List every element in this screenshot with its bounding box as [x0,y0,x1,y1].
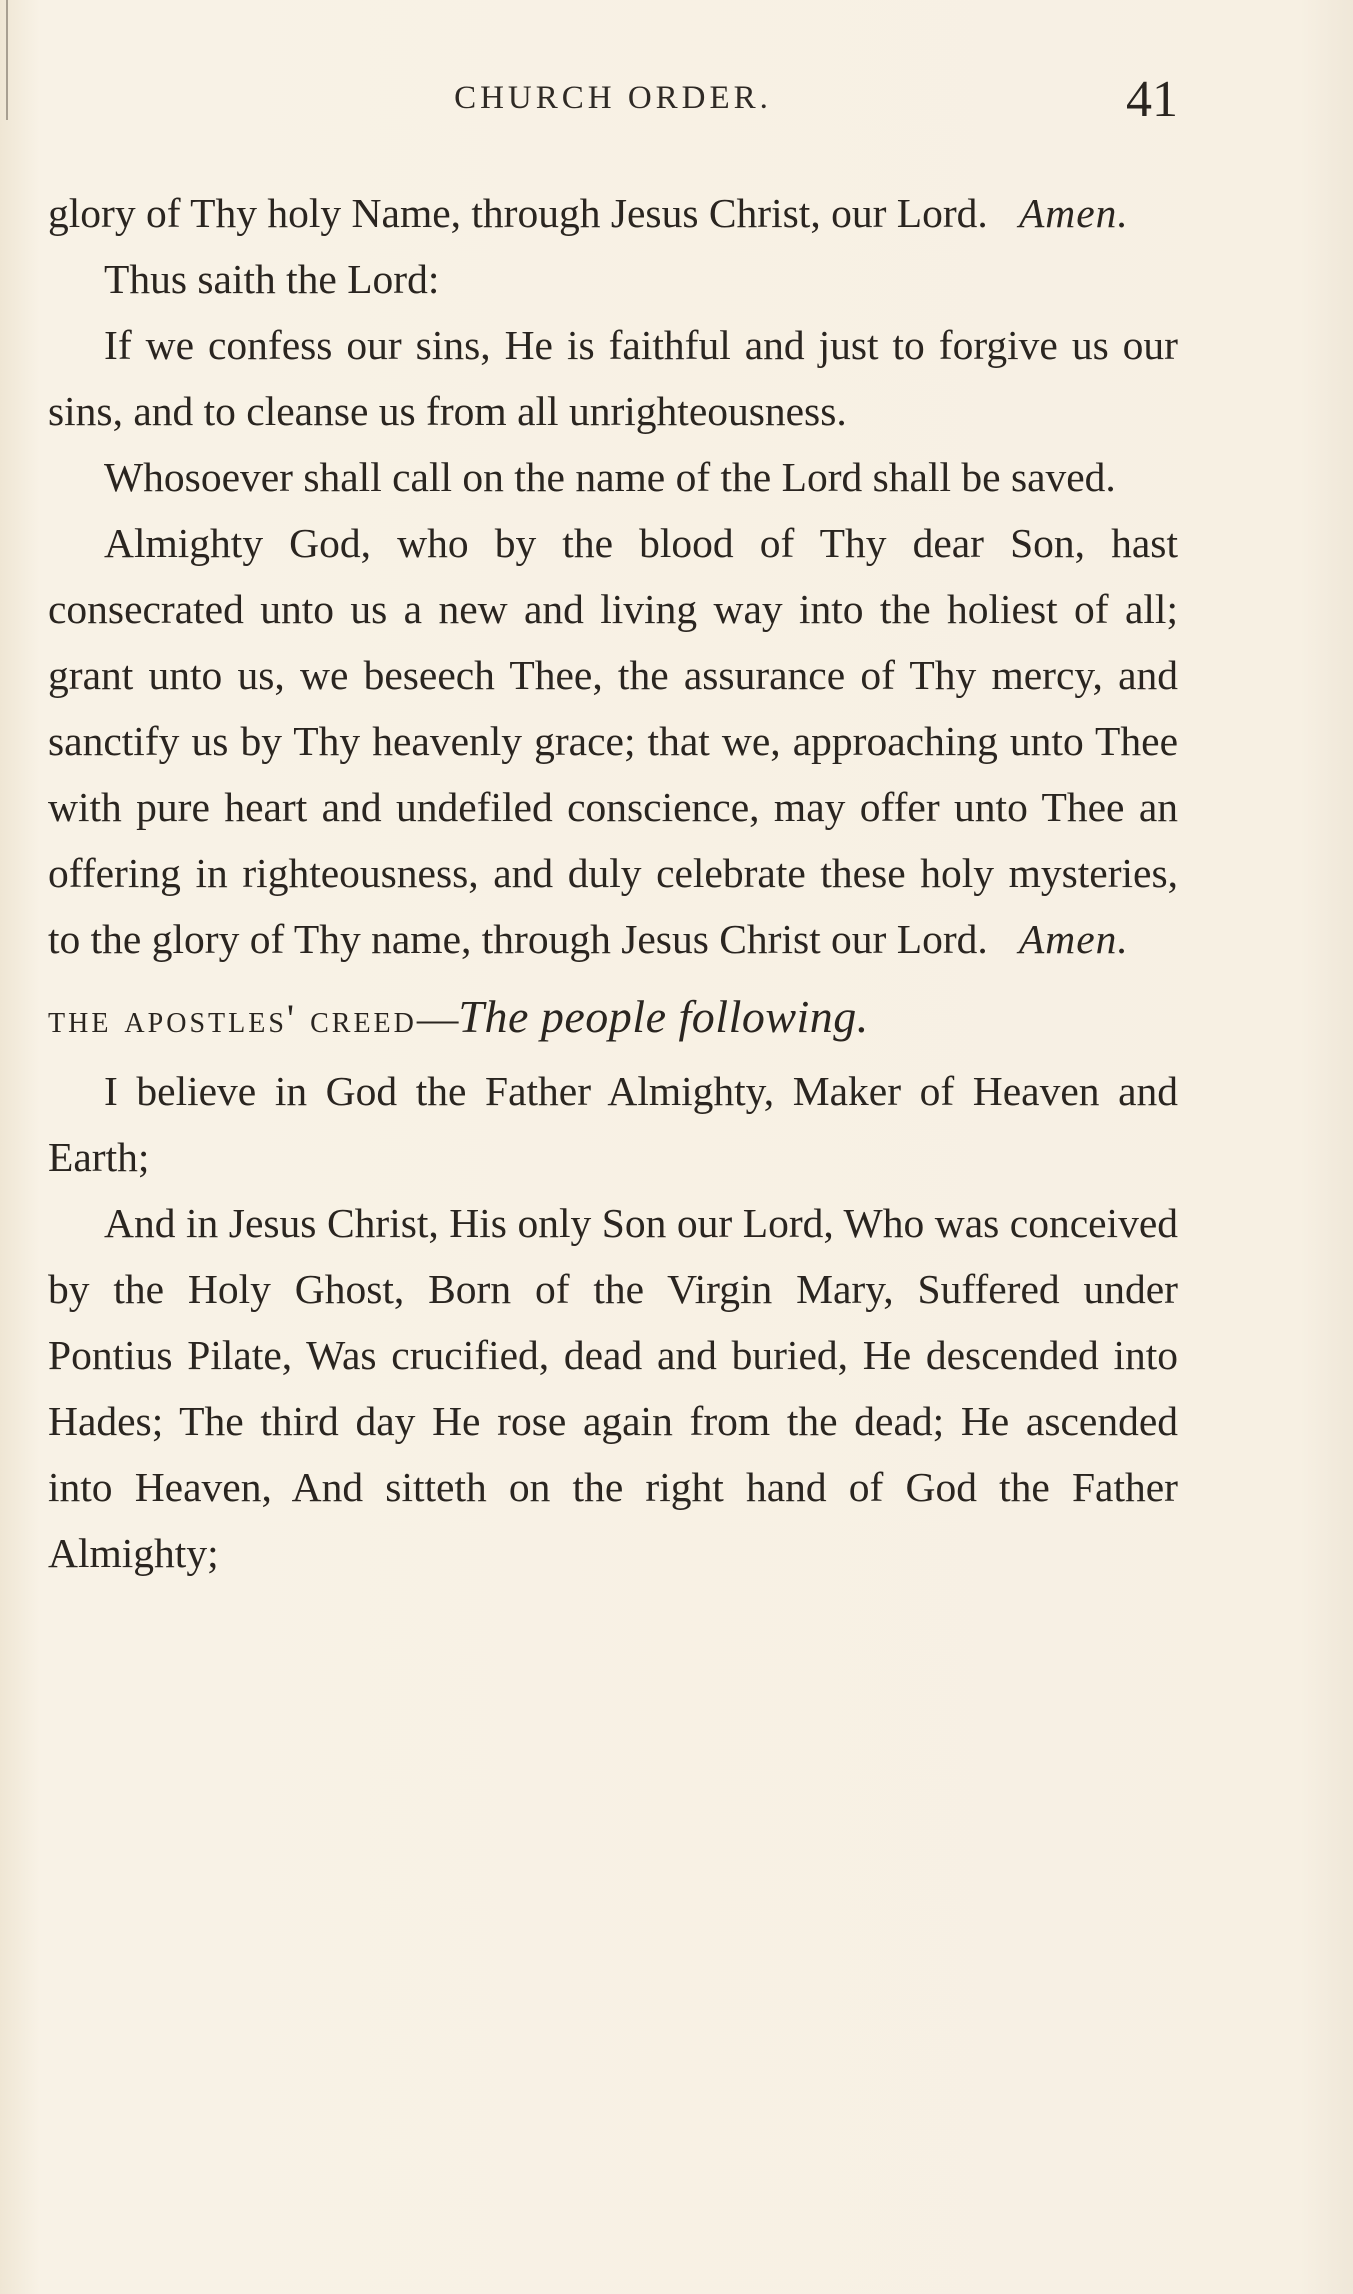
page-header [48,70,1178,130]
creed-rubric: The people following. [458,991,869,1042]
running-head: CHURCH ORDER. [454,80,772,116]
body-text [48,180,1178,1586]
creed-title: the apostles' creed [48,996,417,1041]
paragraph-creed-son: And in Jesus Christ, His only Son our Lord, Who was conceived by the Holy Ghost, Born of the Virgin Mary, Suffered under Pontius Pilate, Was crucified, dead and buried, He descended into Hades; The third day He rose again from the dead; He ascended into Heaven, And sitteth on the right hand of God the Father Almighty; [48,1200,1178,1576]
paragraph-confess: If we confess our sins, He is faithful and just to forgive us our sins, and to cleanse us from all unrighteousness. [48,322,1178,434]
gutter-edge-line [6,0,8,120]
creed-heading [48,984,1178,1052]
paragraph-almighty-god [48,510,1178,972]
amen: Amen. [1018,916,1129,962]
paragraph-thus-saith: Thus saith the Lord: [104,256,440,302]
creed-dash: — [416,995,459,1041]
amen: Amen. [1018,190,1129,236]
paragraph-text: Almighty God, who by the blood of Thy dear Son, hast consecrated unto us a new and living way into the holiest of all; grant unto us, we beseech Thee, the assurance of Thy mercy, and sanctify us by Thy heavenly grace; that we, approaching unto Thee with pure heart and undefiled conscience, may offer unto Thee an offering in righteousness, and duly celebrate these holy mysteries, to the glory of Thy name, through Jesus Christ our Lord. [48,520,1178,962]
paragraph-creed-father: I believe in God the Father Almighty, Maker of Heaven and Earth; [48,1068,1178,1180]
paragraph-collect-end [48,180,1178,246]
page-number: 41 [1126,71,1178,128]
paragraph-text: glory of Thy holy Name, through Jesus Christ, our Lord. [48,190,988,236]
paragraph-whosoever: Whosoever shall call on the name of the Lord shall be saved. [104,454,1116,500]
